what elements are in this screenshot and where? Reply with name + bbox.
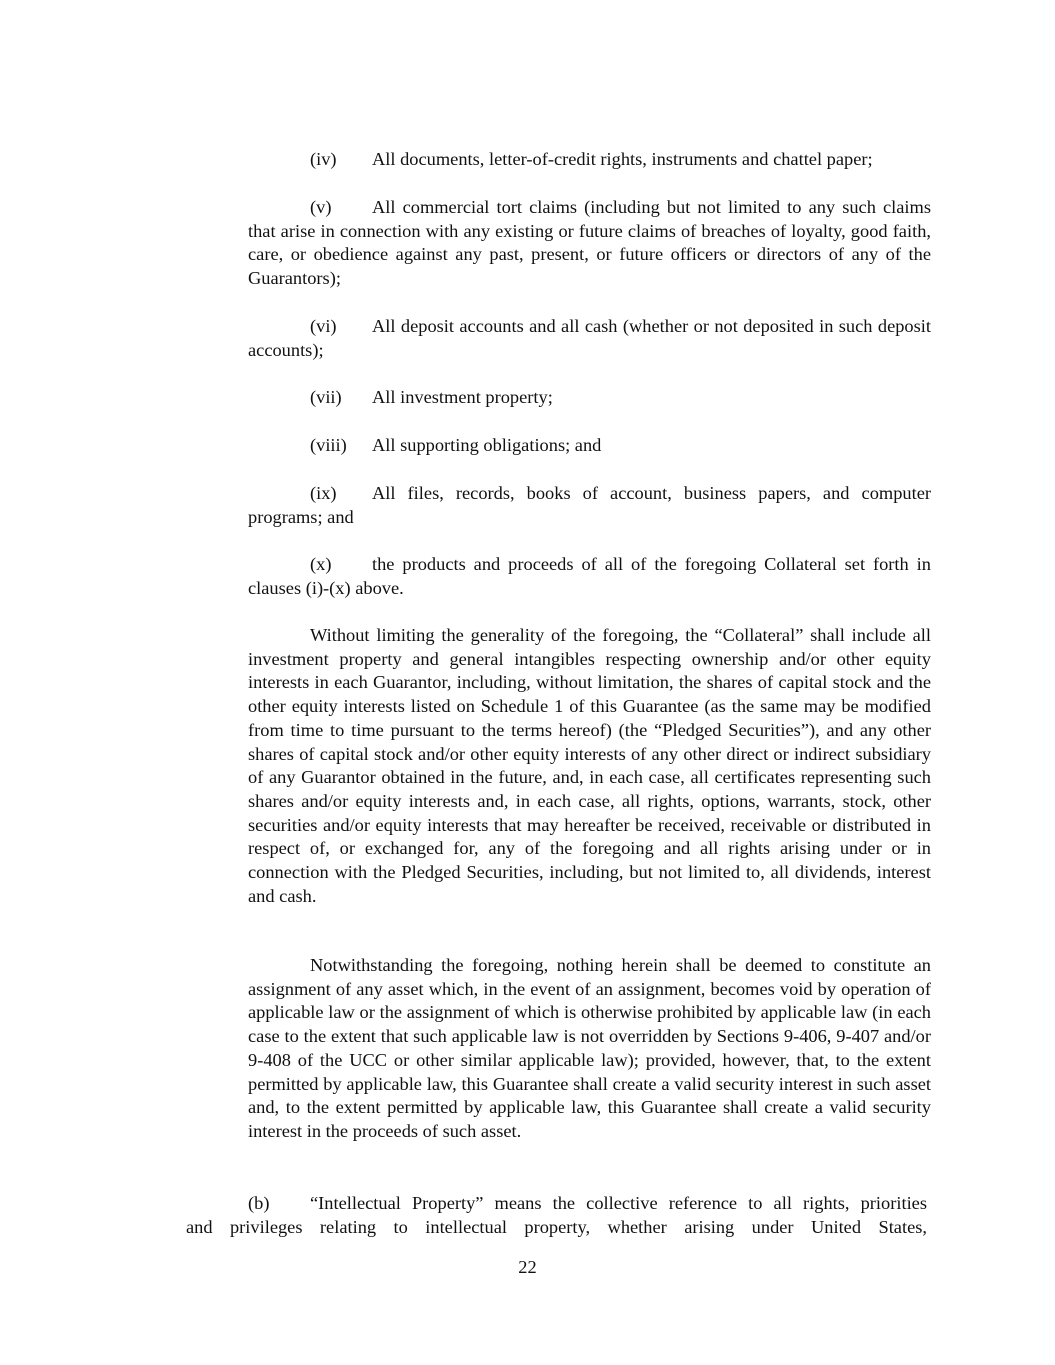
clause-iv [248, 148, 931, 172]
clause-text: All supporting obligations; and [372, 435, 602, 455]
clause-number: (viii) [310, 435, 347, 455]
clause-text: the products and proceeds of all of the foregoing Collateral set forth in clauses (i)-(x) above. [248, 554, 931, 598]
clause-number: (vi) [310, 316, 337, 336]
clause-text: All documents, letter-of-credit rights, instruments and chattel paper; [372, 149, 873, 169]
section-b-line-2: and privileges relating to intellectual property, whether arising under United States, [186, 1216, 927, 1237]
clause-text: All commercial tort claims (including but not limited to any such claims that arise in connection with any existing or future claims of breaches of loyalty, good faith, care, or obedience against any past, present, or future officers or directors of any of the Guarantors); [248, 197, 931, 289]
clause-text: All investment property; [372, 387, 553, 407]
section-b [186, 1192, 927, 1239]
clause-ix [248, 482, 931, 529]
clause-v [248, 196, 931, 291]
section-b-text-1: “Intellectual Property” means the collective reference to all rights, priorities [310, 1193, 927, 1213]
paragraph-notwithstanding: Notwithstanding the foregoing, nothing herein shall be deemed to constitute an assignment of any asset which, in the event of an assignment, becomes void by operation of applicable law or the assignment of which is otherwise prohibited by applicable law (in each case to the extent that such applicable law is not overridden by Sections 9-406, 9-407 and/or 9-408 of the UCC or other similar applicable law); provided, however, that, to the extent permitted by applicable law, this Guarantee shall create a valid security interest in such asset and, to the extent permitted by applicable law, this Guarantee shall create a valid security interest in the proceeds of such asset. [248, 955, 931, 1141]
clause-number: (vii) [310, 387, 342, 407]
clause-x [248, 553, 931, 600]
page-number: 22 [518, 1257, 537, 1277]
clause-vi [248, 315, 931, 362]
clause-viii [248, 434, 931, 458]
clause-number: (ix) [310, 483, 337, 503]
clause-number: (v) [310, 197, 332, 217]
section-number: (b) [248, 1193, 270, 1213]
clause-vii [248, 386, 931, 410]
clause-text: All files, records, books of account, business papers, and computer programs; and [248, 483, 931, 527]
clause-text: All deposit accounts and all cash (whether or not deposited in such deposit accounts); [248, 316, 931, 360]
clause-number: (iv) [310, 149, 337, 169]
clause-number: (x) [310, 554, 332, 574]
paragraph-without-limiting: Without limiting the generality of the foregoing, the “Collateral” shall include all investment property and general intangibles respecting ownership and/or other equity interests in each Guarantor, including, without limitation, the shares of capital stock and the other equity interests listed on Schedule 1 of this Guarantee (as the same may be modified from time to time pursuant to the terms hereof) (the “Pledged Securities”), and any other shares of capital stock and/or other equity interests of any other direct or indirect subsidiary of any Guarantor obtained in the future, and, in each case, all certificates representing such shares and/or equity interests and, in each case, all rights, options, warrants, stock, other securities and/or equity interests that may hereafter be received, receivable or distributed in respect of, or exchanged for, any of the foregoing and all rights arising under or in connection with the Pledged Securities, including, but not limited to, all dividends, interest and cash. [248, 625, 931, 906]
section-b-line-1 [186, 1192, 927, 1216]
